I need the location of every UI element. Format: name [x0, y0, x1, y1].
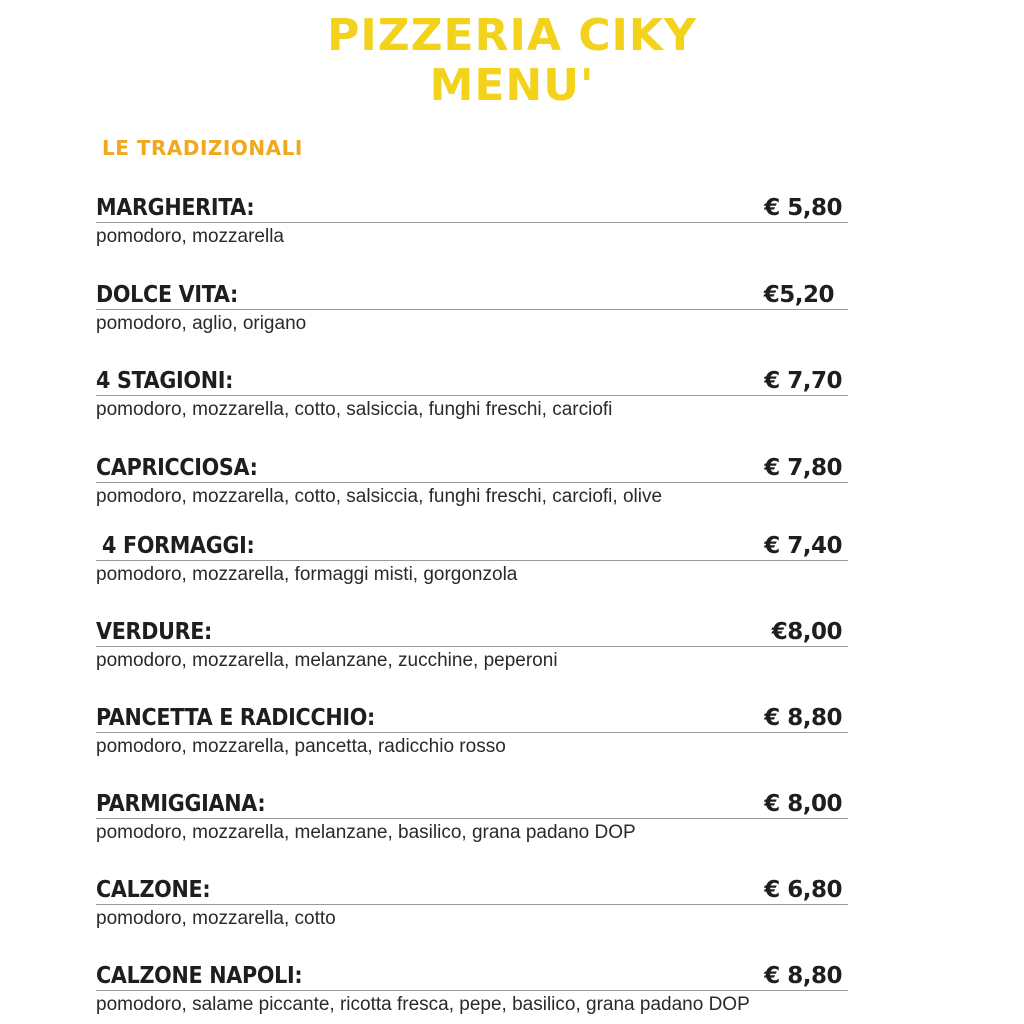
- item-description: pomodoro, aglio, origano: [96, 313, 307, 334]
- item-price: € 6,80: [764, 877, 842, 903]
- item-name: DOLCE VITA:: [96, 282, 238, 308]
- item-price: € 8,00: [764, 791, 842, 817]
- item-description: pomodoro, salame piccante, ricotta fresca, pepe, basilico, grana padano DOP: [96, 994, 750, 1015]
- item-price: € 7,40: [764, 533, 842, 559]
- item-header: [96, 705, 848, 733]
- menu-item-4-stagioni: [96, 368, 848, 428]
- item-name: CALZONE NAPOLI:: [96, 963, 303, 989]
- item-name: 4 FORMAGGI:: [102, 533, 255, 559]
- item-name: MARGHERITA:: [96, 195, 255, 221]
- item-header: [96, 963, 848, 991]
- item-header: [96, 368, 848, 396]
- menu-item-4-formaggi: [96, 533, 848, 593]
- item-name: 4 STAGIONI:: [96, 368, 234, 394]
- item-price: € 8,80: [764, 963, 842, 989]
- menu-item-margherita: [96, 195, 848, 255]
- item-price: € 5,80: [764, 195, 842, 221]
- restaurant-title: PIZZERIA CIKY: [327, 10, 697, 61]
- item-name: PANCETTA E RADICCHIO:: [96, 705, 375, 731]
- item-description: pomodoro, mozzarella, cotto, salsiccia, funghi freschi, carciofi, olive: [96, 486, 663, 507]
- item-description: pomodoro, mozzarella, pancetta, radicchio rosso: [96, 736, 506, 757]
- item-description: pomodoro, mozzarella, melanzane, basilico, grana padano DOP: [96, 822, 636, 843]
- item-price: €5,20: [763, 282, 834, 308]
- item-header: [96, 619, 848, 647]
- menu-item-parmiggiana: [96, 791, 848, 851]
- item-price: € 7,70: [764, 368, 842, 394]
- item-price: € 7,80: [764, 455, 842, 481]
- item-header: [96, 455, 848, 483]
- item-header: [96, 877, 848, 905]
- section-title: LE TRADIZIONALI: [102, 136, 303, 160]
- item-header: [96, 791, 848, 819]
- menu-item-dolce-vita: [96, 282, 848, 342]
- item-description: pomodoro, mozzarella, formaggi misti, gorgonzola: [96, 564, 518, 585]
- item-price: € 8,80: [764, 705, 842, 731]
- item-name: CAPRICCIOSA:: [96, 455, 258, 481]
- item-name: PARMIGGIANA:: [96, 791, 266, 817]
- item-description: pomodoro, mozzarella, cotto: [96, 908, 336, 929]
- menu-item-pancetta-e-radicchio: [96, 705, 848, 765]
- item-description: pomodoro, mozzarella: [96, 226, 284, 247]
- menu-item-calzone: [96, 877, 848, 937]
- item-header: [96, 533, 848, 561]
- item-header: [96, 282, 848, 310]
- menu-item-calzone-napoli: [96, 963, 848, 1023]
- menu-item-verdure: [96, 619, 848, 679]
- item-price: €8,00: [771, 619, 842, 645]
- item-name: CALZONE:: [96, 877, 211, 903]
- item-description: pomodoro, mozzarella, melanzane, zucchine, peperoni: [96, 650, 558, 671]
- item-name: VERDURE:: [96, 619, 213, 645]
- menu-title: MENU': [429, 60, 595, 111]
- item-header: [96, 195, 848, 223]
- menu-item-capricciosa: [96, 455, 848, 515]
- item-description: pomodoro, mozzarella, cotto, salsiccia, funghi freschi, carciofi: [96, 399, 613, 420]
